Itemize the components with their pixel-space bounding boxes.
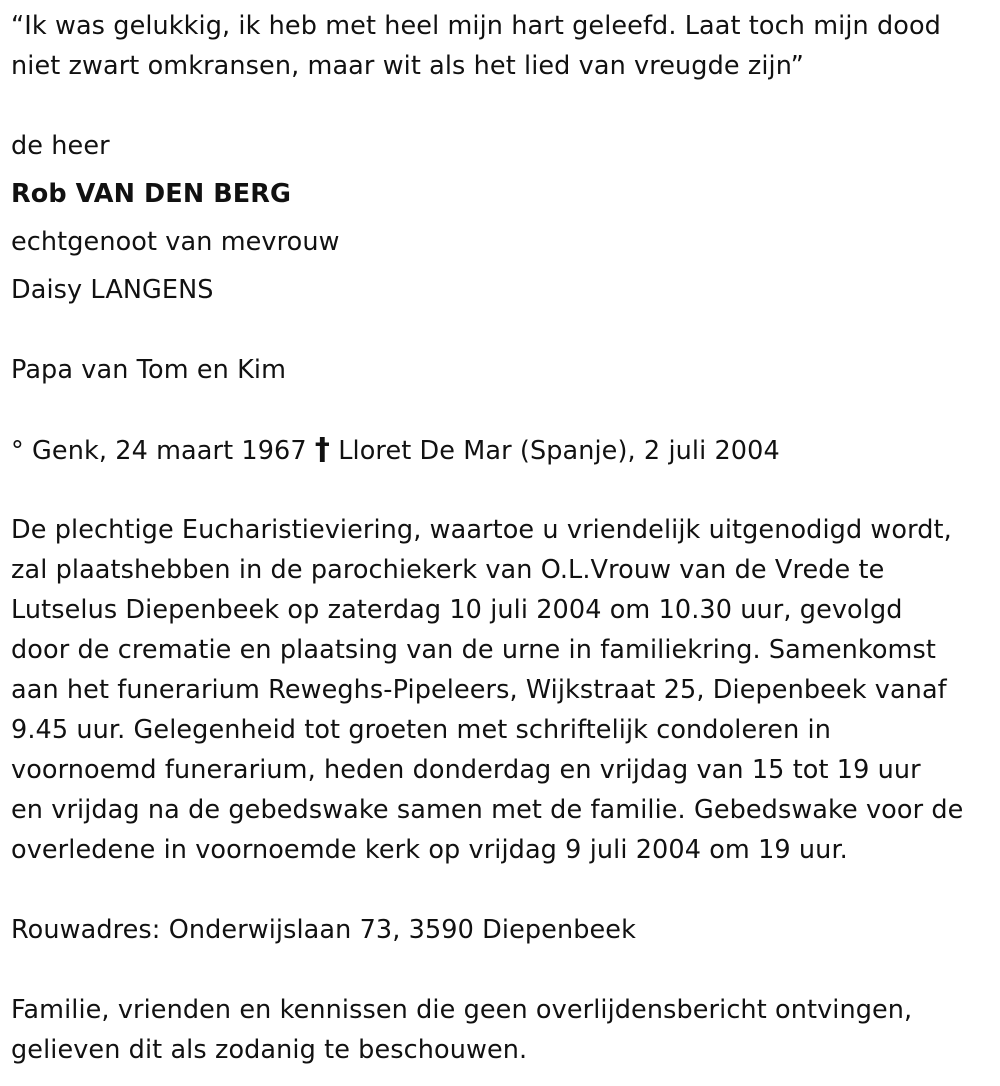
closing-line: Familie, vrienden en kennissen die geen overlijdensbericht ontvingen, xyxy=(11,995,913,1025)
ceremony-line: en vrijdag na de gebedswake samen met de familie. Gebedswake voor de xyxy=(11,795,964,825)
ceremony-line: Lutselus Diepenbeek op zaterdag 10 juli 2004 om 10.30 uur, gevolgd xyxy=(11,595,903,625)
relation: echtgenoot van mevrouw xyxy=(11,227,340,257)
death-info: Lloret De Mar (Spanje), 2 juli 2004 xyxy=(338,436,780,466)
ceremony-line: De plechtige Eucharistieviering, waartoe u vriendelijk uitgenodigd wordt, xyxy=(11,515,952,545)
salutation: de heer xyxy=(11,131,110,161)
ceremony-line: voornoemd funerarium, heden donderdag en vrijdag van 15 tot 19 uur xyxy=(11,755,921,785)
ceremony-details xyxy=(11,510,996,870)
life-dates xyxy=(11,430,780,471)
quote-line: niet zwart omkransen, maar wit als het lied van vreugde zijn” xyxy=(11,51,804,81)
ceremony-line: 9.45 uur. Gelegenheid tot groeten met schriftelijk condoleren in xyxy=(11,715,831,745)
spouse-name: Daisy LANGENS xyxy=(11,275,214,305)
closing-note xyxy=(11,990,996,1070)
children: Papa van Tom en Kim xyxy=(11,355,287,385)
quote xyxy=(11,6,996,86)
mourning-address: Rouwadres: Onderwijslaan 73, 3590 Diepenbeek xyxy=(11,915,636,945)
cross-icon: † xyxy=(314,432,331,467)
ceremony-line: door de crematie en plaatsing van de urne in familiekring. Samenkomst xyxy=(11,635,936,665)
deceased-name: Rob VAN DEN BERG xyxy=(11,179,292,209)
ceremony-line: zal plaatshebben in de parochiekerk van O.L.Vrouw van de Vrede te xyxy=(11,555,885,585)
quote-line: “Ik was gelukkig, ik heb met heel mijn hart geleefd. Laat toch mijn dood xyxy=(11,11,941,41)
ceremony-line: overledene in voornoemde kerk op vrijdag 9 juli 2004 om 19 uur. xyxy=(11,835,848,865)
closing-line: gelieven dit als zodanig te beschouwen. xyxy=(11,1035,528,1065)
ceremony-line: aan het funerarium Reweghs-Pipeleers, Wijkstraat 25, Diepenbeek vanaf xyxy=(11,675,947,705)
birth-info: ° Genk, 24 maart 1967 xyxy=(11,436,307,466)
